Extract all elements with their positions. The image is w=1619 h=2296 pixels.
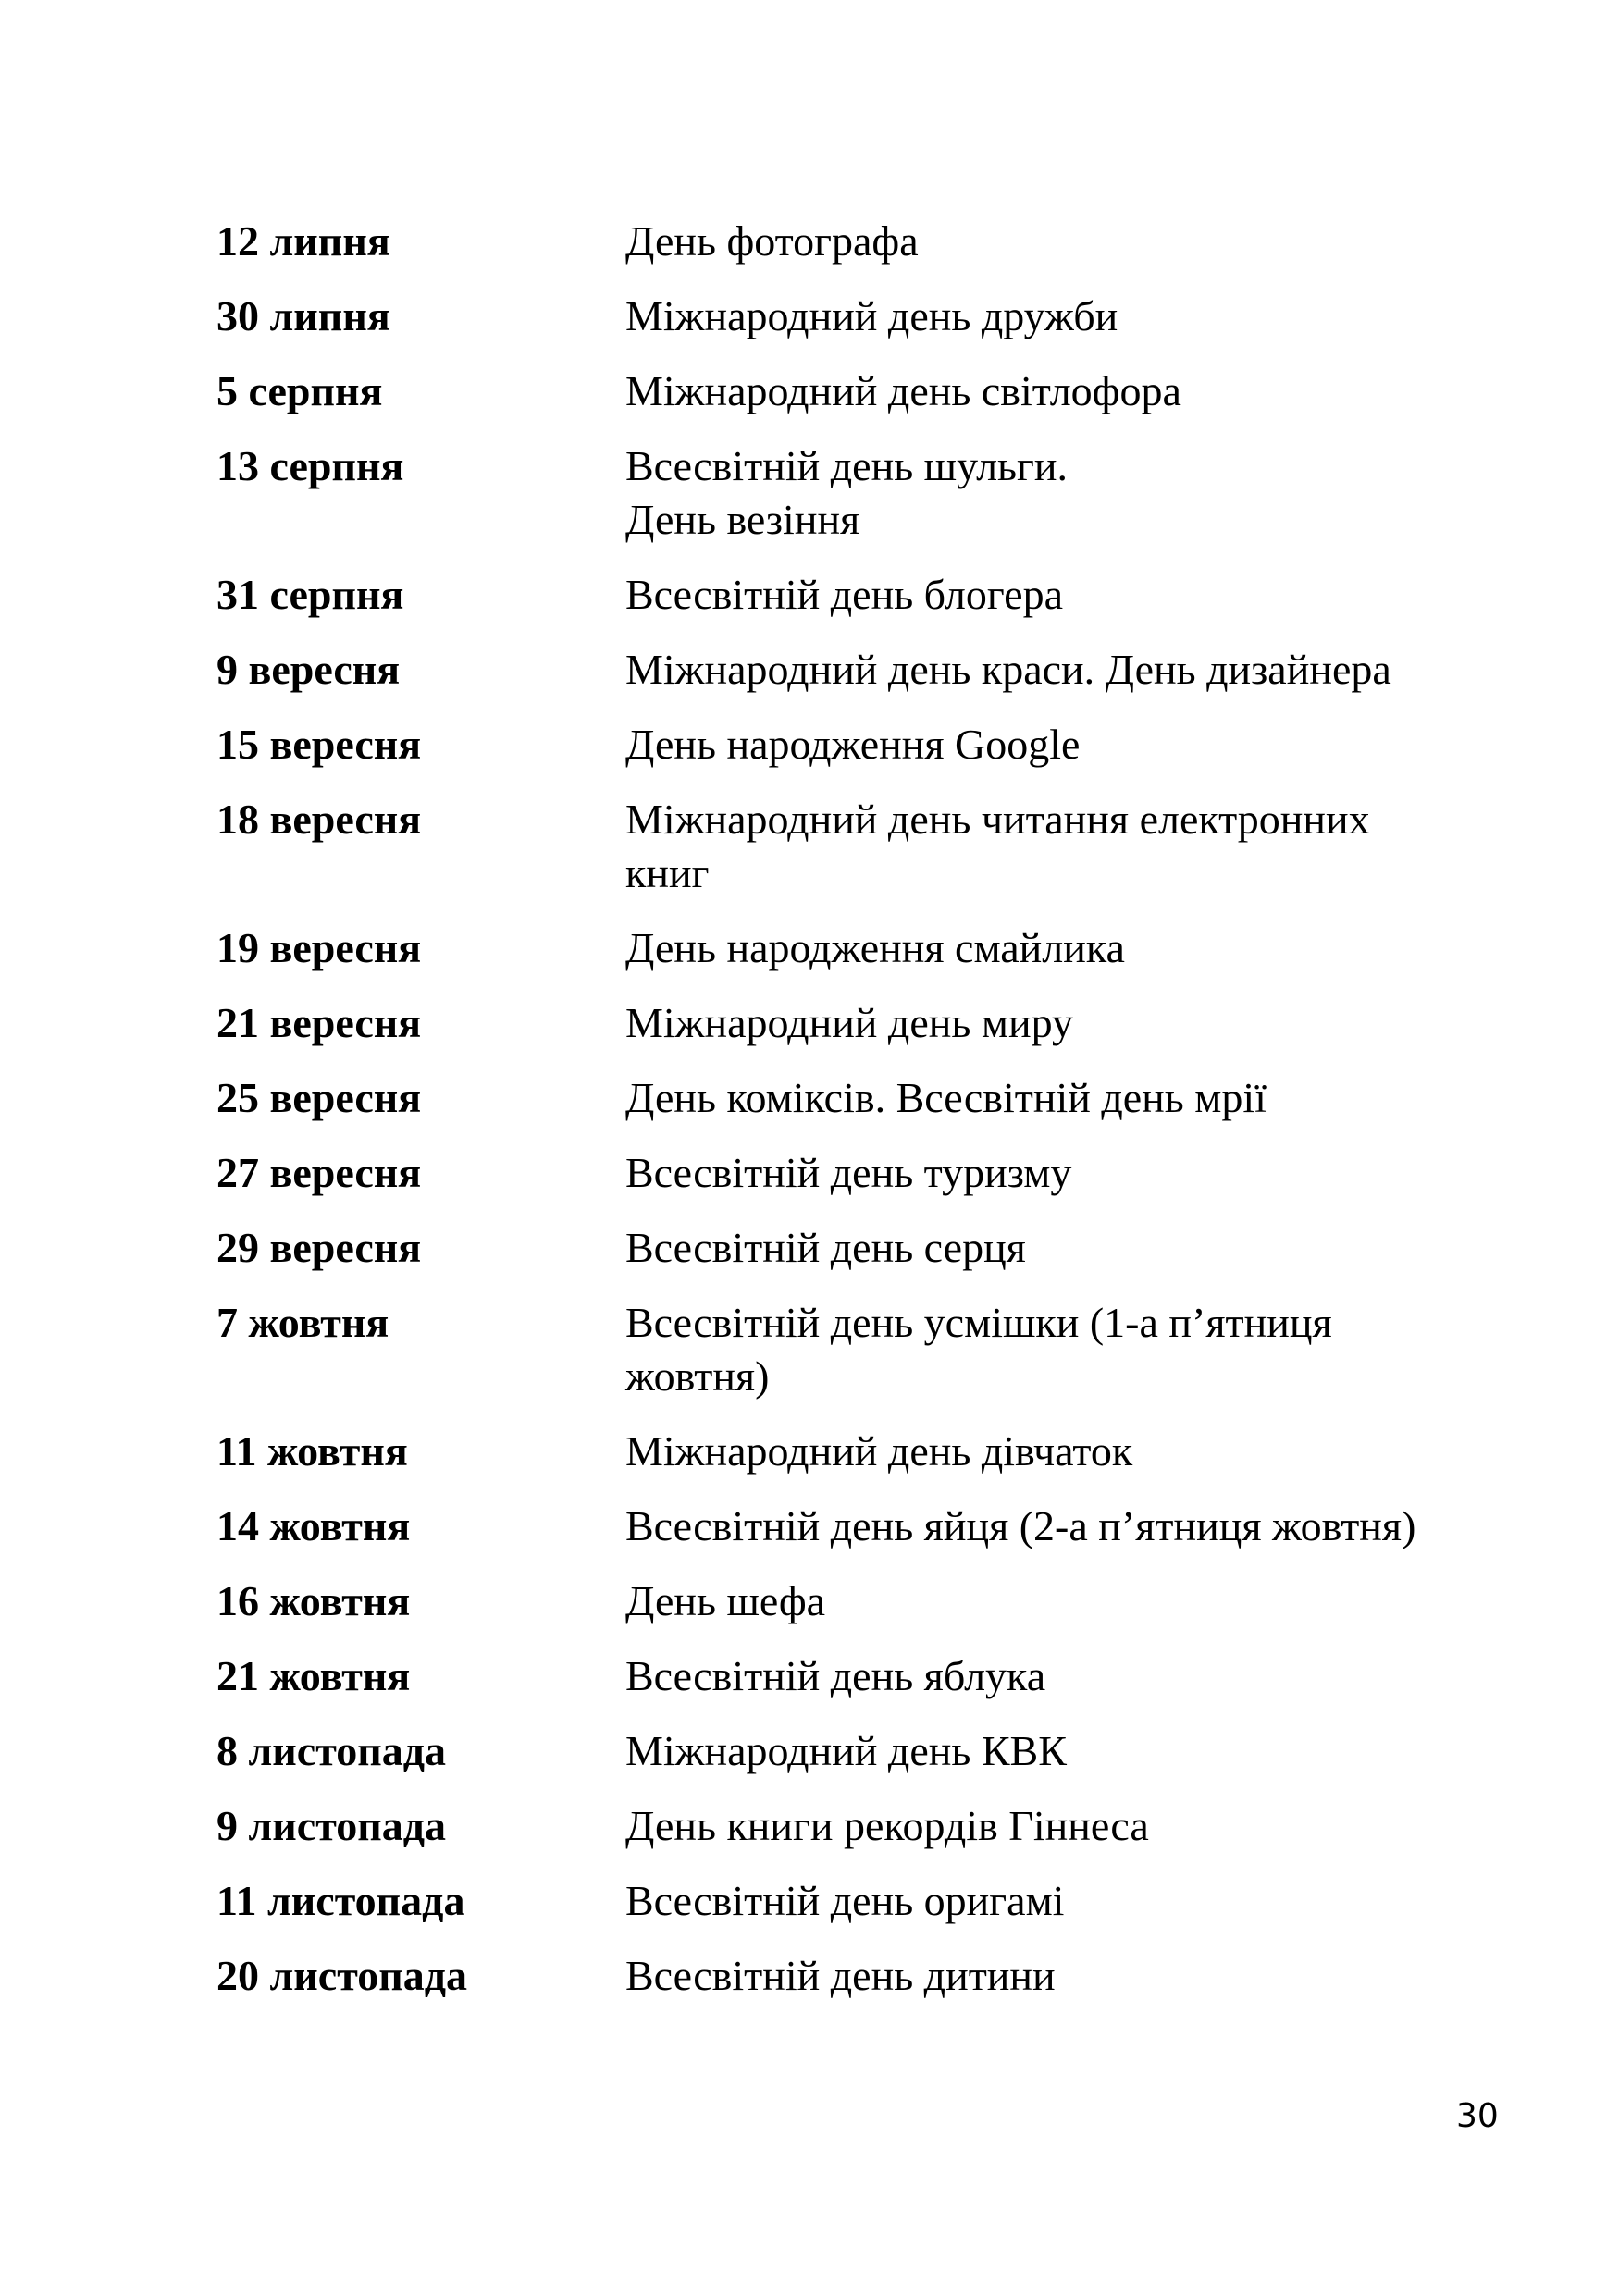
event-description: Міжнародний день краси. День дизайнера: [625, 646, 1391, 693]
event-description: День народження смайлика: [625, 924, 1125, 971]
event-date: 20 листопада: [216, 1952, 467, 1999]
event-date: 21 жовтня: [216, 1652, 411, 1699]
calendar-list: [216, 215, 1512, 2024]
list-item: [216, 1799, 1512, 1853]
event-description: Всесвітній день туризму: [625, 1149, 1072, 1196]
list-item: [216, 1649, 1512, 1703]
event-date: 18 вересня: [216, 796, 422, 843]
page-number: 30: [1456, 2097, 1499, 2135]
event-date: 27 вересня: [216, 1149, 422, 1196]
event-date: 29 вересня: [216, 1224, 422, 1271]
event-date: 16 жовтня: [216, 1577, 411, 1624]
event-description: День народження Google: [625, 721, 1081, 768]
list-item: [216, 1574, 1512, 1628]
event-description: День книги рекордів Гіннеса: [625, 1802, 1149, 1849]
event-date: 9 листопада: [216, 1802, 446, 1849]
event-date: 7 жовтня: [216, 1299, 389, 1346]
event-description: Міжнародний день читання електронних книг: [625, 796, 1370, 896]
event-date: 12 липня: [216, 217, 390, 265]
list-item: [216, 1146, 1512, 1200]
list-item: [216, 364, 1512, 418]
list-item: [216, 439, 1512, 547]
list-item: [216, 1221, 1512, 1275]
list-item: [216, 1724, 1512, 1778]
event-date: 25 вересня: [216, 1074, 422, 1121]
list-item: [216, 718, 1512, 772]
event-date: 8 листопада: [216, 1727, 446, 1774]
event-description: Всесвітній день серця: [625, 1224, 1026, 1271]
event-date: 31 серпня: [216, 571, 404, 618]
event-description: Міжнародний день миру: [625, 999, 1073, 1046]
event-description: День коміксів. Всесвітній день мрії: [625, 1074, 1267, 1121]
list-item: [216, 215, 1512, 268]
event-description: Всесвітній день шульги. День везіння: [625, 442, 1068, 543]
event-description: Міжнародний день світлофора: [625, 367, 1181, 414]
event-date: 30 липня: [216, 292, 390, 339]
event-date: 13 серпня: [216, 442, 404, 489]
list-item: [216, 568, 1512, 622]
event-description: Міжнародний день КВК: [625, 1727, 1067, 1774]
event-description: Міжнародний день дівчаток: [625, 1427, 1133, 1475]
event-date: 14 жовтня: [216, 1502, 411, 1549]
event-description: День фотографа: [625, 217, 919, 265]
list-item: [216, 1500, 1512, 1553]
list-item: [216, 793, 1512, 900]
event-description: Всесвітній день яйця (2-а п’ятниця жовтня): [625, 1502, 1416, 1549]
event-description: Всесвітній день усмішки (1-а п’ятниця жовтня): [625, 1299, 1332, 1400]
event-date: 21 вересня: [216, 999, 422, 1046]
list-item: [216, 290, 1512, 343]
event-date: 5 серпня: [216, 367, 383, 414]
list-item: [216, 921, 1512, 975]
event-date: 11 листопада: [216, 1877, 465, 1924]
event-date: 9 вересня: [216, 646, 401, 693]
list-item: [216, 1949, 1512, 2003]
event-date: 15 вересня: [216, 721, 422, 768]
event-description: Всесвітній день оригамі: [625, 1877, 1065, 1924]
event-description: Всесвітній день блогера: [625, 571, 1063, 618]
list-item: [216, 1296, 1512, 1403]
event-date: 19 вересня: [216, 924, 422, 971]
event-date: 11 жовтня: [216, 1427, 408, 1475]
list-item: [216, 1874, 1512, 1928]
event-description: Всесвітній день яблука: [625, 1652, 1046, 1699]
list-item: [216, 643, 1512, 697]
event-description: День шефа: [625, 1577, 826, 1624]
list-item: [216, 1071, 1512, 1125]
event-description: Міжнародний день дружби: [625, 292, 1118, 339]
event-description: Всесвітній день дитини: [625, 1952, 1056, 1999]
list-item: [216, 996, 1512, 1050]
list-item: [216, 1425, 1512, 1478]
